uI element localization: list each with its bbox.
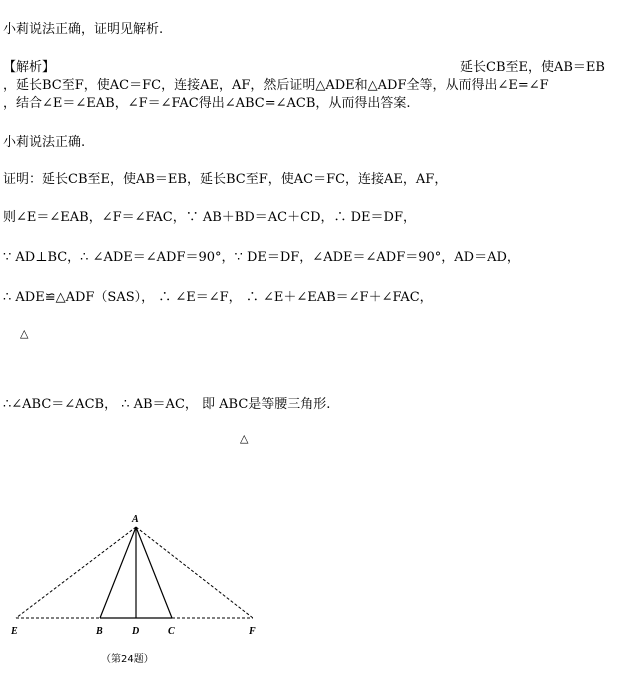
analysis-first-step: 延长CB至E，使AB＝EB xyxy=(460,60,605,75)
label-a: A xyxy=(132,514,139,525)
answer-line: 小莉说法正确，证明见解析. xyxy=(3,22,164,37)
conclusion-line: 小莉说法正确. xyxy=(3,135,86,150)
proof-line-4: ∴ ADE≌△ADF（SAS）， ∴ ∠E＝∠F， ∴ ∠E＋∠EAB＝∠F＋∠FAC， xyxy=(3,290,433,305)
label-e: E xyxy=(11,626,18,637)
geometry-figure xyxy=(0,505,300,675)
label-c: C xyxy=(168,626,175,637)
analysis-heading: 【解析】 xyxy=(3,60,56,75)
proof-line-2: 则∠E＝∠EAB，∠F＝∠FAC，∵ AB＋BD＝AC＋CD，∴ DE＝DF， xyxy=(3,210,416,225)
label-b: B xyxy=(96,626,103,637)
label-d: D xyxy=(132,626,140,637)
proof-line-1: 证明：延长CB至E，使AB＝EB，延长BC至F，使AC＝FC，连接AE，AF， xyxy=(3,172,448,187)
analysis-line-3: ，结合∠E＝∠EAB，∠F＝∠FAC得出∠ABC=∠ACB，从而得出答案. xyxy=(3,96,411,111)
proof-line-3: ∵ AD⊥BC，∴ ∠ADE＝∠ADF＝90°，∵ DE＝DF，∠ADE＝∠ADF＝90°，AD＝AD， xyxy=(3,250,520,265)
proof-line-5: ∴∠ABC＝∠ACB， ∴ AB＝AC， 即 ABC是等腰三角形. xyxy=(3,397,331,412)
triangle-symbol: △ xyxy=(240,432,249,445)
triangle-symbol: △ xyxy=(20,327,29,340)
analysis-line-2: ，延长BC至F，使AC＝FC，连接AE，AF，然后证明△ADE和△ADF全等，从而得出∠E=∠F xyxy=(3,78,549,93)
figure-caption: （第24题） xyxy=(101,654,154,665)
label-f: F xyxy=(249,626,256,637)
